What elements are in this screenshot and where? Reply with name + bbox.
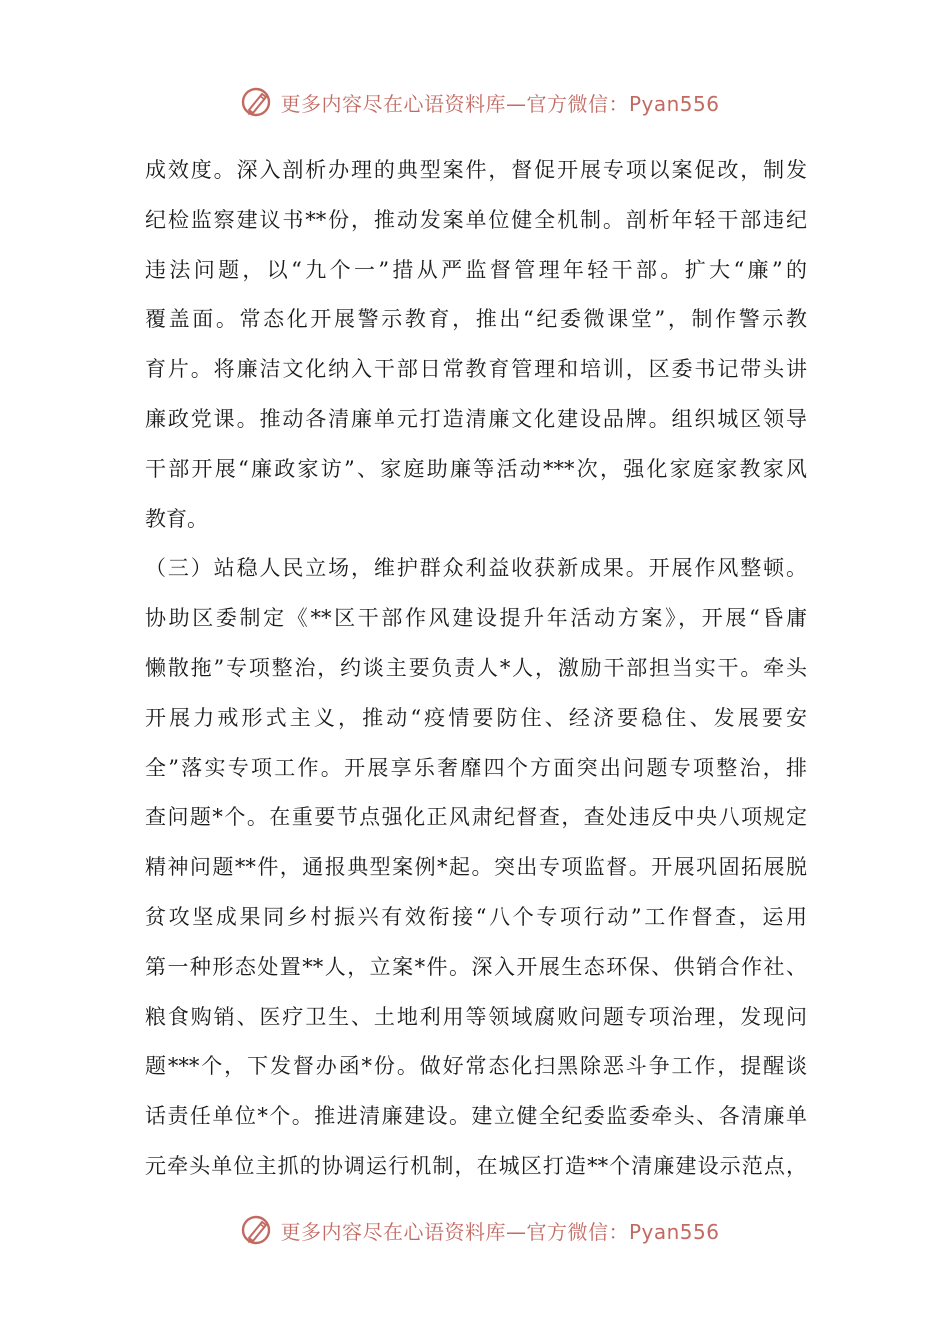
text-line: 元牵头单位主抓的协调运行机制，在城区打造**个清廉建设示范点， [145,1153,807,1178]
header-banner-text: 更多内容尽在心语资料库—官方微信：Pyan556 [280,91,720,116]
text-line: 全”落实专项工作。开展享乐奢靡四个方面突出问题专项整治，排 [145,755,807,780]
text-line: 精神问题**件，通报典型案例*起。突出专项监督。开展巩固拓展脱 [145,855,807,880]
footer-banner-text: 更多内容尽在心语资料库—官方微信：Pyan556 [280,1219,720,1244]
text-line: 粮食购销、医疗卫生、土地利用等领域腐败问题专项治理，发现问 [145,1004,807,1029]
text-line: 查问题*个。在重要节点强化正风肃纪督查，查处违反中央八项规定 [145,805,807,830]
footer-banner-content [240,1213,719,1247]
text-line: 覆盖面。常态化开展警示教育，推出“纪委微课堂”，制作警示教 [145,307,807,332]
text-line: 育片。将廉洁文化纳入干部日常教育管理和培训，区委书记带头讲 [145,357,807,382]
text-line: 干部开展“廉政家访”、家庭助廉等活动***次，强化家庭家教家风 [145,456,807,481]
text-line: 题***个，下发督办函*份。做好常态化扫黑除恶斗争工作，提醒谈 [145,1054,807,1079]
section-heading-line: （三）站稳人民立场，维护群众利益收获新成果。开展作风整顿。 [145,556,807,581]
text-line: 教育。 [145,506,208,531]
text-line: 廉政党课。推动各清廉单元打造清廉文化建设品牌。组织城区领导 [145,406,807,431]
footer-banner [0,1210,950,1250]
header-banner-content [240,85,719,119]
text-line: 违法问题，以“九个一”措从严监督管理年轻干部。扩大“廉”的 [145,257,807,282]
text-line: 第一种形态处置**人，立案*件。深入开展生态环保、供销合作社、 [145,954,807,979]
text-line: 懒散拖”专项整治，约谈主要负责人*人，激励干部担当实干。牵头 [145,655,807,680]
text-line: 话责任单位*个。推进清廉建设。建立健全纪委监委牵头、各清廉单 [145,1104,807,1129]
pen-logo-icon [240,1213,274,1247]
text-line: 成效度。深入剖析办理的典型案件，督促开展专项以案促改，制发 [145,158,807,182]
document-body [145,146,807,1192]
header-banner [0,82,950,122]
text-line: 协助区委制定《**区干部作风建设提升年活动方案》，开展“昏庸 [145,606,807,631]
text-line: 纪检监察建议书**份，推动发案单位健全机制。剖析年轻干部违纪 [145,207,807,232]
text-line: 贫攻坚成果同乡村振兴有效衔接“八个专项行动”工作督查，运用 [145,904,807,929]
text-line: 开展力戒形式主义，推动“疫情要防住、经济要稳住、发展要安 [145,705,807,730]
pen-logo-icon [240,85,274,119]
